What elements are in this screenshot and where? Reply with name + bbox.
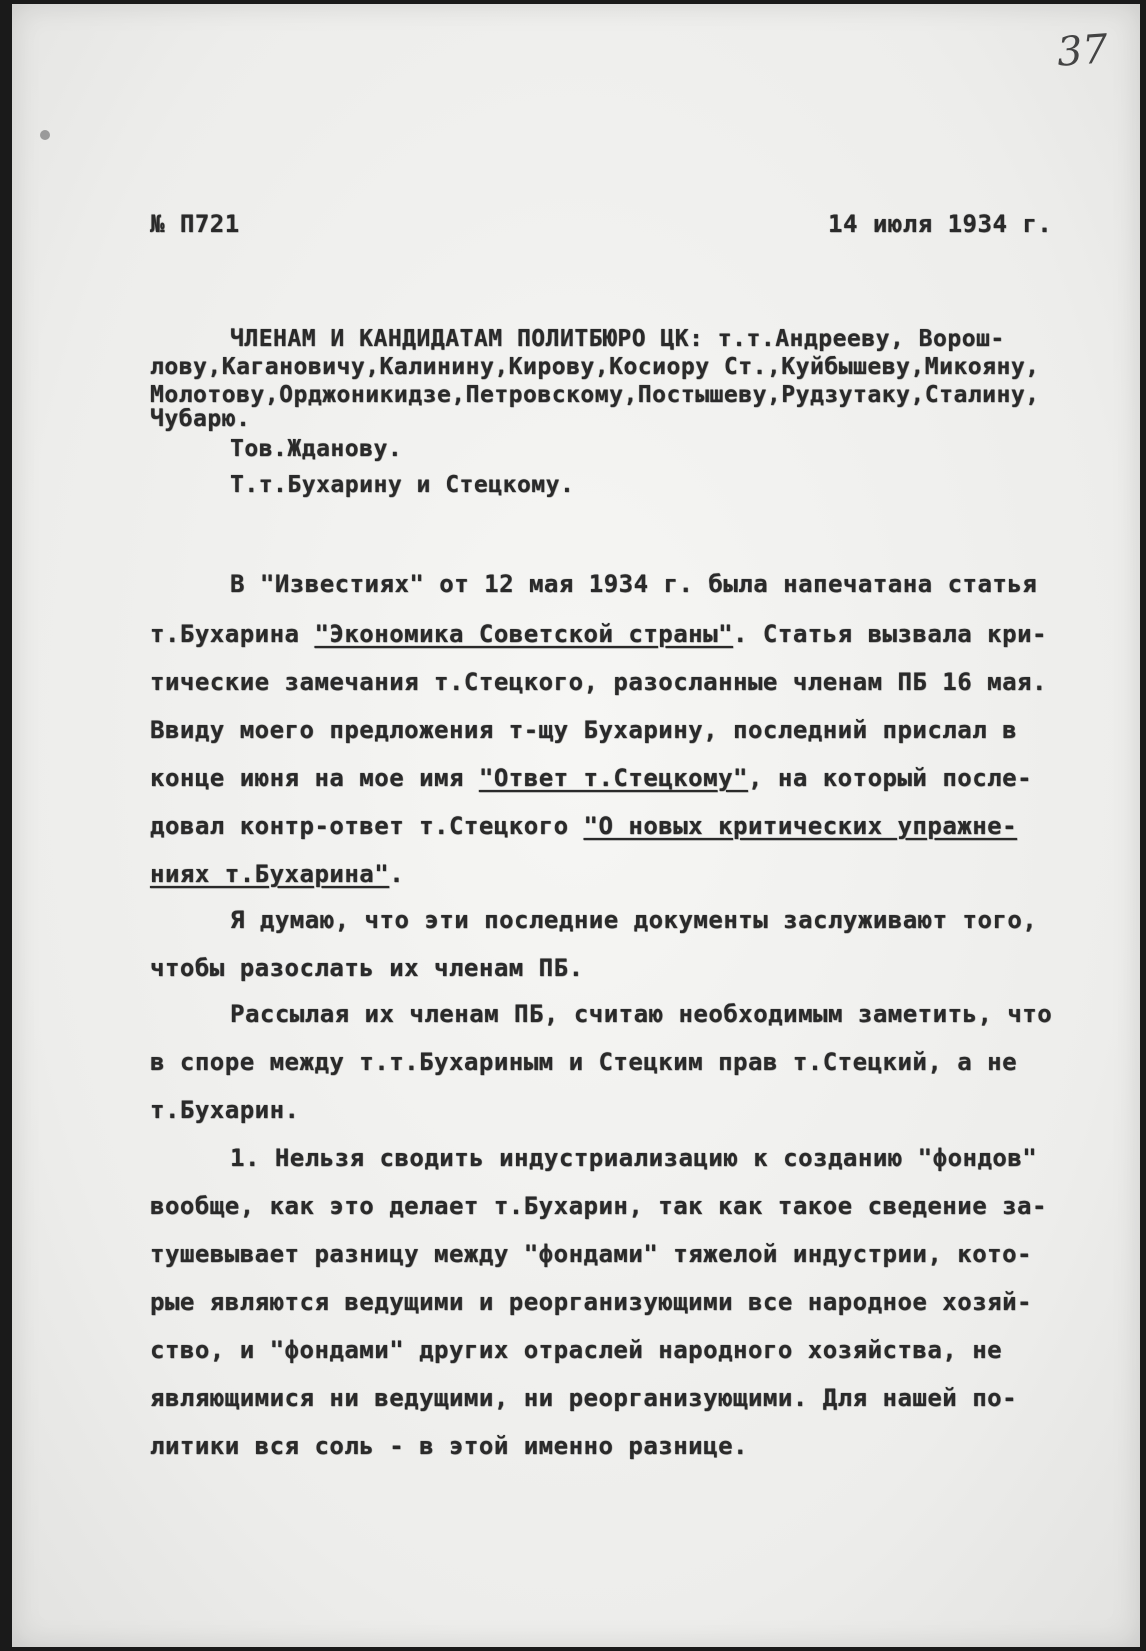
addressee-line: ЧЛЕНАМ И КАНДИДАТАМ ПОЛИТБЮРО ЦК: т.т.Андрееву, Ворош- (230, 326, 1005, 352)
addressee-line: лову,Кагановичу,Калинину,Кирову,Косиору Ст.,Куйбышеву,Микояну, (150, 354, 1040, 380)
text-line: тические замечания т.Стецкого, разосланные членам ПБ 16 мая. (150, 668, 1047, 696)
text-segment: довал контр-ответ т.Стецкого (150, 812, 584, 840)
text-line (150, 764, 1032, 792)
text-segment: т.Бухарина (150, 620, 315, 648)
addressee-line: Т.т.Бухарину и Стецкому. (230, 472, 575, 498)
text-line: 1. Нельзя сводить индустриализацию к созданию "фондов" (230, 1144, 1038, 1172)
page-number: 37 (1055, 26, 1110, 76)
text-line (150, 620, 1047, 648)
text-line: рые являются ведущими и реорганизующими все народное хозяй- (150, 1288, 1033, 1316)
text-line: чтобы разослать их членам ПБ. (150, 954, 584, 982)
underlined-title: "О новых критических упражне- (583, 812, 1018, 840)
text-segment: . (389, 860, 405, 888)
text-line: т.Бухарин. (150, 1096, 300, 1124)
addressee-line: Тов.Жданову. (230, 436, 403, 462)
text-line: ство, и "фондами" других отраслей народного хозяйства, не (150, 1336, 1003, 1364)
text-line: являющимися ни ведущими, ни реорганизующими. Для нашей по- (150, 1384, 1018, 1412)
text-line: тушевывает разницу между "фондами" тяжелой индустрии, кото- (150, 1240, 1033, 1268)
text-line: в споре между т.т.Бухариным и Стецким прав т.Стецкий, а не (150, 1048, 1018, 1076)
underlined-title: "Экономика Советской страны" (314, 620, 734, 648)
text-segment: конце июня на мое имя (150, 764, 479, 792)
text-line: Ввиду моего предложения т-щу Бухарину, последний прислал в (150, 716, 1018, 744)
text-line (150, 812, 1017, 840)
underlined-title: ниях т.Бухарина" (150, 860, 390, 888)
text-line: В "Известиях" от 12 мая 1934 г. была напечатана статья (230, 570, 1038, 598)
underlined-title: "Ответ т.Стецкому" (478, 764, 748, 792)
document-number: № П721 (150, 210, 240, 238)
text-segment: , на который после- (747, 764, 1033, 792)
document-date: 14 июля 1934 г. (828, 210, 1053, 238)
addressee-line: Чубарю. (150, 406, 251, 432)
addressee-line: Молотову,Орджоникидзе,Петровскому,Постышеву,Рудзутаку,Сталину, (150, 382, 1040, 408)
text-segment: . Статья вызвала кри- (733, 620, 1047, 648)
text-line: литики вся соль - в этой именно разнице. (150, 1432, 748, 1460)
text-line: вообще, как это делает т.Бухарин, так как такое сведение за- (150, 1192, 1047, 1220)
text-line: Я думаю, что эти последние документы заслуживают того, (230, 906, 1038, 934)
text-line: Рассылая их членам ПБ, считаю необходимым заметить, что (230, 1000, 1053, 1028)
text-line (150, 860, 404, 888)
punch-hole-mark (40, 130, 50, 140)
